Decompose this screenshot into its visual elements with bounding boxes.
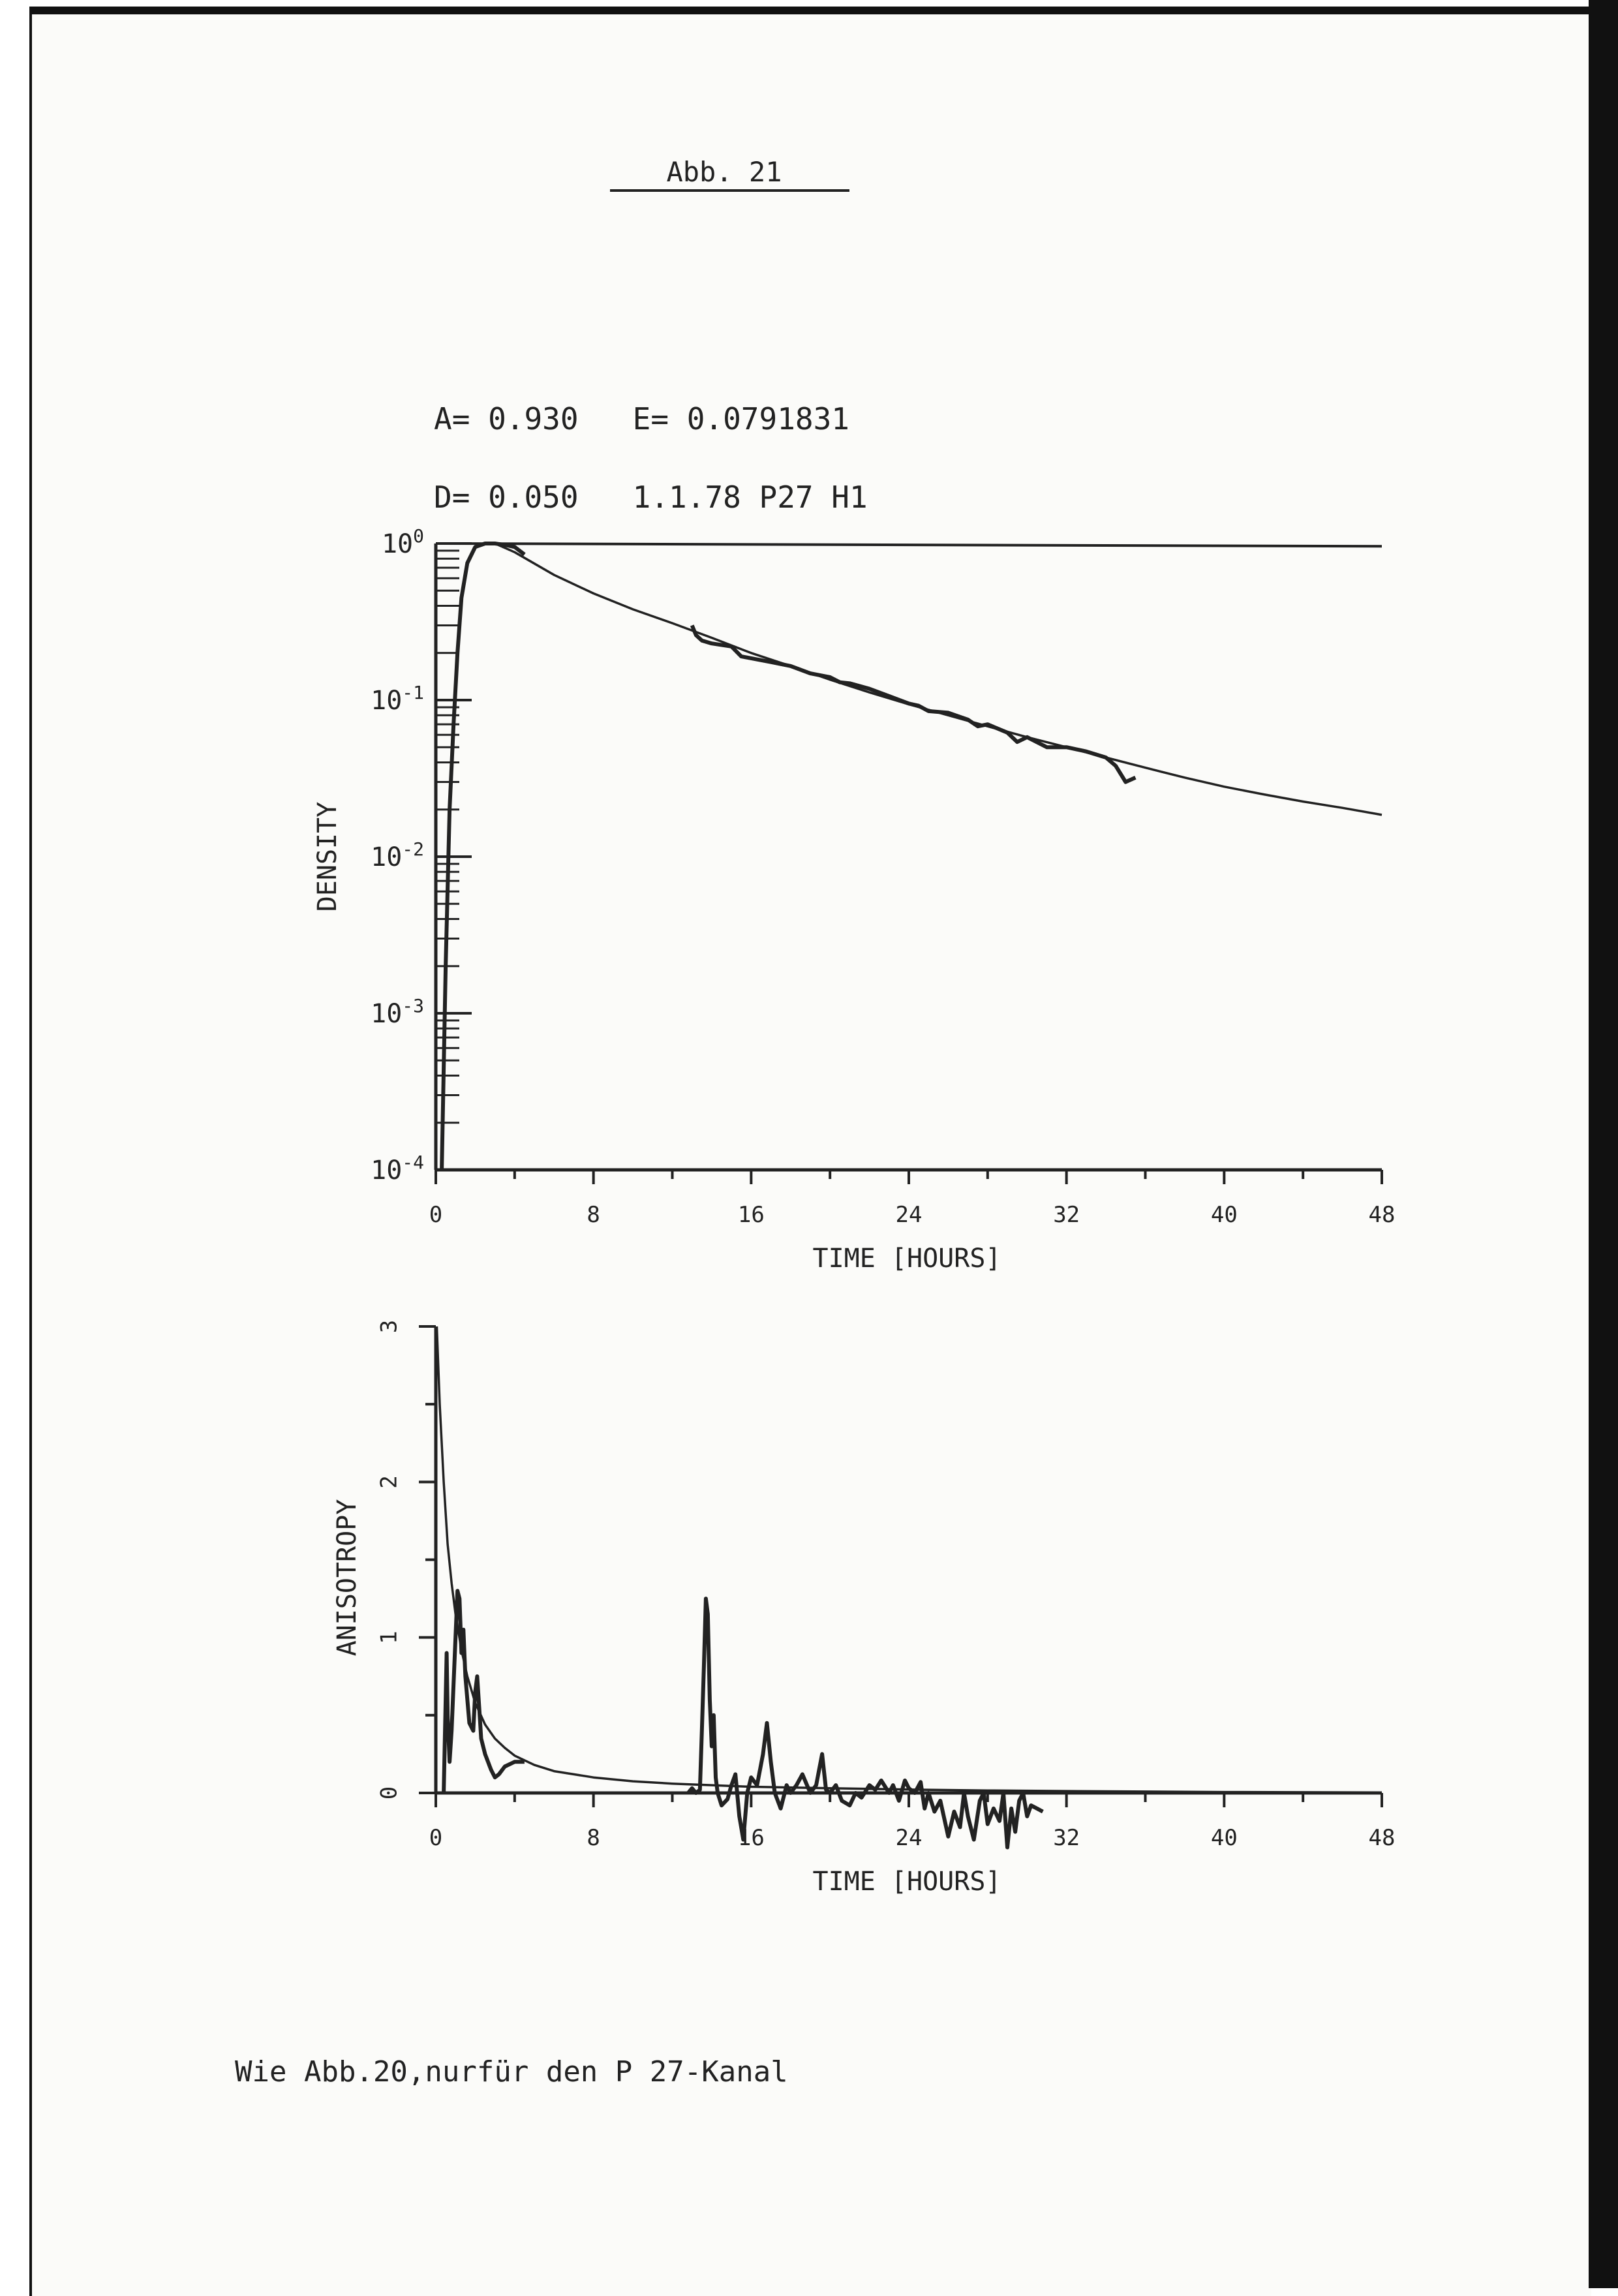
anisotropy-x-tick-label: 40 (1210, 1825, 1238, 1851)
anisotropy-x-tick-label: 24 (895, 1825, 923, 1851)
density-y-tick-label: $10^{-1}$ (371, 682, 424, 716)
anisotropy-x-axis-title: TIME [HOURS] (812, 1867, 1001, 1897)
figure-label: Abb. 21 (666, 156, 782, 188)
anisotropy-y-tick-label: 0 (376, 1786, 403, 1800)
anisotropy-y-axis-title: ANISOTROPY (332, 1499, 362, 1657)
anisotropy-x-tick-label: 32 (1053, 1825, 1080, 1851)
density-y-tick-label: $10^{-2}$ (371, 838, 424, 872)
density-x-tick-label: 24 (895, 1202, 923, 1228)
anisotropy-x-tick-label: 8 (587, 1825, 600, 1851)
anisotropy-observed-early (444, 1591, 525, 1793)
density-y-tick-label: $10^0$ (381, 525, 424, 559)
parameter-line-1: A= 0.930 E= 0.0791831 (434, 401, 849, 436)
figure-caption: Wie Abb.20,nurfür den P 27-Kanal (235, 2055, 788, 2089)
anisotropy-x-tick-label: 48 (1368, 1825, 1396, 1851)
density-reference-line (436, 543, 1382, 546)
anisotropy-x-tick-label: 16 (737, 1825, 765, 1851)
density-y-axis-title: DENSITY (313, 801, 343, 912)
density-x-tick-label: 48 (1368, 1202, 1396, 1228)
density-observed-decay (692, 626, 1136, 782)
anisotropy-y-tick-label: 3 (376, 1319, 403, 1334)
density-x-tick-label: 16 (737, 1202, 765, 1228)
anisotropy-fit-curve (437, 1326, 1382, 1792)
density-x-tick-label: 40 (1210, 1202, 1238, 1228)
anisotropy-y-tick-label: 1 (376, 1630, 403, 1644)
density-y-tick-label: $10^{-3}$ (371, 995, 424, 1029)
density-fit-curve (495, 543, 1382, 815)
parameter-line-2: D= 0.050 1.1.78 P27 H1 (434, 480, 868, 515)
density-x-axis-title: TIME [HOURS] (812, 1244, 1001, 1274)
density-chart (313, 525, 1395, 1274)
density-x-tick-label: 32 (1053, 1202, 1080, 1228)
density-x-tick-label: 0 (429, 1202, 443, 1228)
anisotropy-x-tick-label: 0 (429, 1825, 443, 1851)
density-y-tick-label: $10^{-4}$ (371, 1152, 424, 1186)
anisotropy-y-tick-label: 2 (376, 1475, 403, 1489)
anisotropy-chart (332, 1320, 1395, 1897)
density-x-tick-label: 8 (587, 1202, 600, 1228)
anisotropy-observed-late (688, 1599, 1043, 1847)
